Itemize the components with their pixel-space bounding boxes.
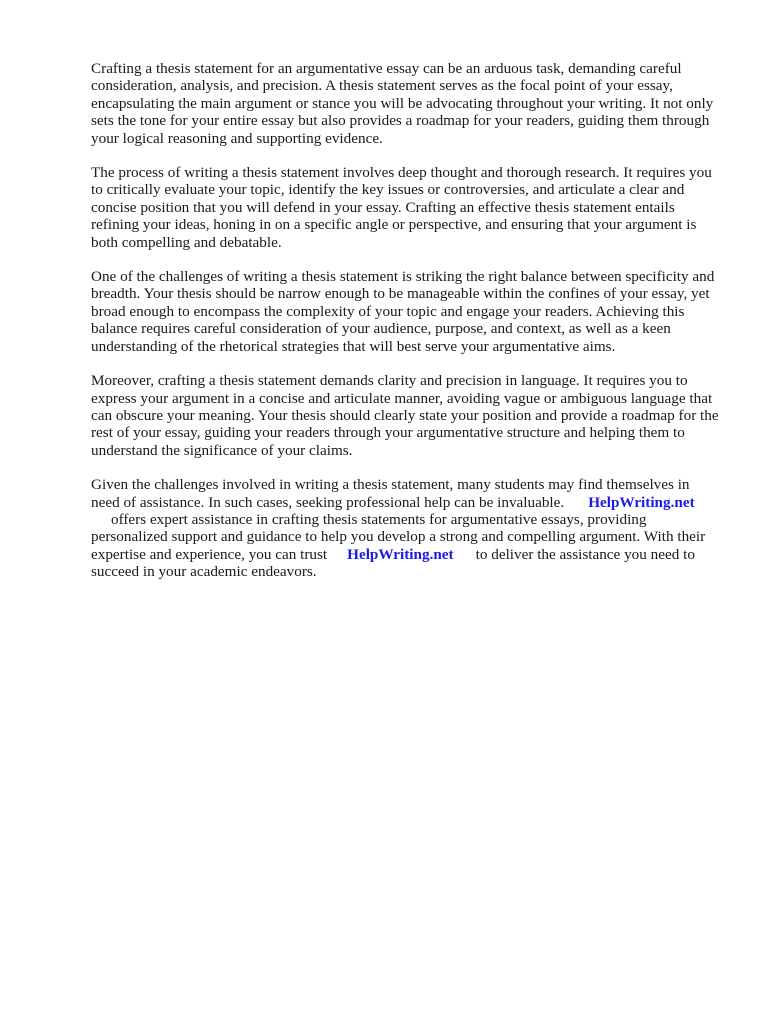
- helpwriting-link-2[interactable]: HelpWriting.net: [347, 545, 454, 563]
- paragraph-3: One of the challenges of writing a thesis statement is striking the right balance between specificity and breadth. Your thesis should be narrow enough to be manageable within the confines of your essay, yet broad enough to encompass the complexity of your topic and engage your readers. Achieving this balance requires careful consideration of your audience, purpose, and context, as well as a keen understanding of the rhetorical strategies that will best serve your argumentative aims.: [91, 268, 715, 355]
- paragraph-5-text-3: to deliver the assistance you need to succeed in your academic endeavors.: [91, 545, 695, 581]
- paragraph-2: The process of writing a thesis statement involves deep thought and thorough research. It requires you to critically evaluate your topic, identify the key issues or controversies, and articulate a clear and concise position that you will defend in your essay. Crafting an effective thesis statement entails refining your ideas, honing in on a specific angle or perspective, and ensuring that your argument is both compelling and debatable.: [91, 164, 712, 251]
- paragraph-5: [91, 476, 721, 580]
- paragraph-5-text-2: offers expert assistance in crafting thesis statements for argumentative essays, providing personalized support and guidance to help you develop a strong and compelling argument. With their expertise and experience, you can trust: [91, 510, 706, 563]
- document-body: [91, 60, 721, 598]
- helpwriting-link-1[interactable]: HelpWriting.net: [588, 493, 695, 511]
- paragraph-1: Crafting a thesis statement for an argumentative essay can be an arduous task, demanding careful consideration, analysis, and precision. A thesis statement serves as the focal point of your essay, encapsulating the main argument or stance you will be advocating throughout your writing. It not only sets the tone for your entire essay but also provides a roadmap for your readers, guiding them through your logical reasoning and supporting evidence.: [91, 60, 714, 147]
- paragraph-4: Moreover, crafting a thesis statement demands clarity and precision in language. It requires you to express your argument in a concise and articulate manner, avoiding vague or ambiguous language that can obscure your meaning. Your thesis should clearly state your position and provide a roadmap for the rest of your essay, guiding your readers through your argumentative structure and helping them to understand the significance of your claims.: [91, 372, 719, 459]
- paragraph-5-text-1: Given the challenges involved in writing a thesis statement, many students may find themselves in need of assistance. In such cases, seeking professional help can be invaluable.: [91, 476, 690, 511]
